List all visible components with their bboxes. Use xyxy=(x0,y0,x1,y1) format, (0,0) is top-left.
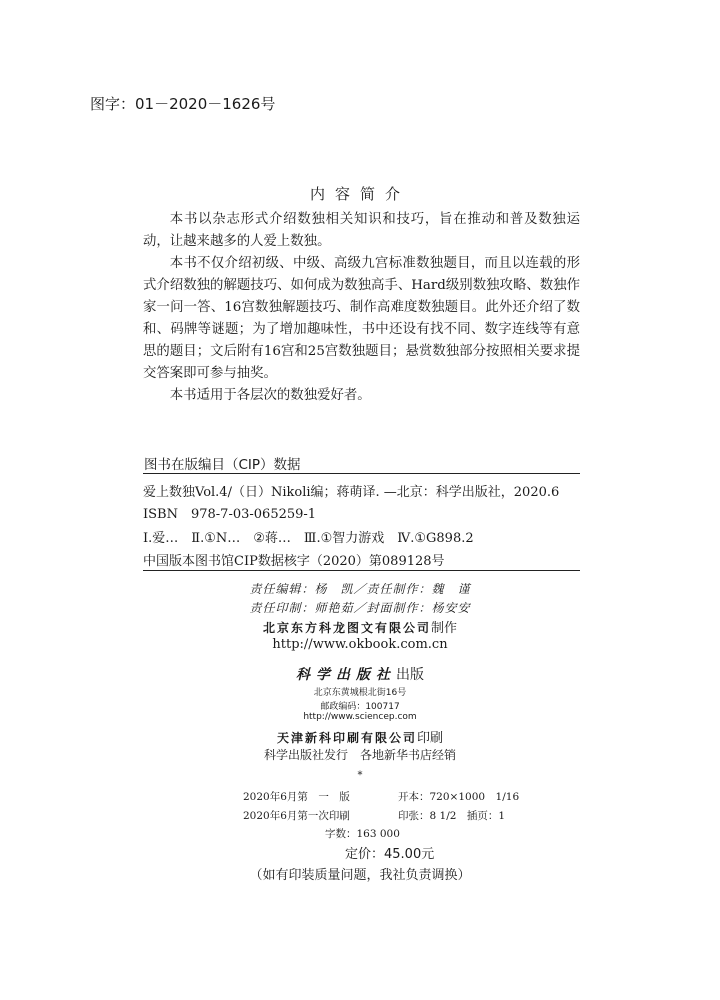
intro-title: 内容简介 xyxy=(309,185,410,203)
printer-name: 天津新科印刷有限公司 xyxy=(276,731,417,745)
producer-url: http://www.okbook.com.cn xyxy=(272,637,448,652)
publisher-line xyxy=(0,664,720,684)
publisher-name: 科学出版社 xyxy=(296,667,396,683)
cip-isbn-line: ISBN 978-7-03-065259-1 xyxy=(143,507,317,522)
cip-top-rule xyxy=(143,473,580,474)
cip-title-line: 爱上数独Vol.4/（日）Nikoli编；蒋萌译. —北京：科学出版社，2020.6 xyxy=(143,485,560,500)
sheets-info: 印张：8 1/2 插页：1 xyxy=(398,810,506,822)
edition-info: 2020年6月第 一 版 xyxy=(243,791,350,803)
license-number: 图字：01－2020－1626号 xyxy=(90,95,276,113)
producer-role: 制作 xyxy=(431,621,458,636)
cip-record-line: 中国版本图书馆CIP数据核字（2020）第089128号 xyxy=(143,554,445,569)
printer-line xyxy=(0,727,720,746)
print-credits: 责任印制：师艳茹／封面制作：杨安安 xyxy=(249,601,471,615)
cip-bottom-rule xyxy=(143,570,580,571)
cip-title: 图书在版编目（CIP）数据 xyxy=(144,457,301,473)
cip-classification-line: Ⅰ.爱… Ⅱ.①N… ②蒋… Ⅲ.①智力游戏 Ⅳ.①G898.2 xyxy=(143,531,474,546)
quality-notice: （如有印装质量问题，我社负责调换） xyxy=(249,868,471,883)
intro-paragraph: 本书适用于各层次的数独爱好者。 xyxy=(169,388,371,403)
intro-paragraph: 本书不仅介绍初级、中级、高级九宫标准数独题目，而且以连载的形式介绍数独的解题技巧、如何成为数独高手、Hard级别数独攻略、数独作家一问一答、16宫数独解题技巧、制作高难度数独题目。此外还介绍了数和、码牌等谜题；为了增加趣味性，书中还设有找不同、数字连线等有意思的题目；文后附有16宫和25宫数独题目；悬赏数独部分按照相关要求提交答案即可参与抽奖。 xyxy=(143,256,580,381)
publisher-url: http://www.sciencep.com xyxy=(303,712,417,722)
format-info: 开本：720×1000 1/16 xyxy=(398,791,520,803)
intro-paragraph: 本书以杂志形式介绍数独相关知识和技巧，旨在推动和普及数独运动，让越来越多的人爱上数独。 xyxy=(143,212,580,249)
printing-info: 2020年6月第一次印刷 xyxy=(243,810,350,822)
intro-body xyxy=(143,209,580,407)
publisher-address: 北京东黄城根北街16号 xyxy=(313,688,407,698)
word-count: 字数：163 000 xyxy=(325,828,400,840)
printer-role: 印刷 xyxy=(417,731,444,746)
separator-star: * xyxy=(357,770,363,781)
distribution-line: 科学出版社发行 各地新华书店经销 xyxy=(263,748,456,762)
producer-name: 北京东方科龙图文有限公司 xyxy=(262,621,431,635)
publisher-role: 出版 xyxy=(396,667,424,683)
publisher-zip: 邮政编码：100717 xyxy=(320,702,400,712)
producer-line xyxy=(0,617,720,636)
price: 定价：45.00元 xyxy=(345,847,435,862)
editor-credits: 责任编辑：杨 凯／责任制作：魏 谨 xyxy=(249,582,471,596)
